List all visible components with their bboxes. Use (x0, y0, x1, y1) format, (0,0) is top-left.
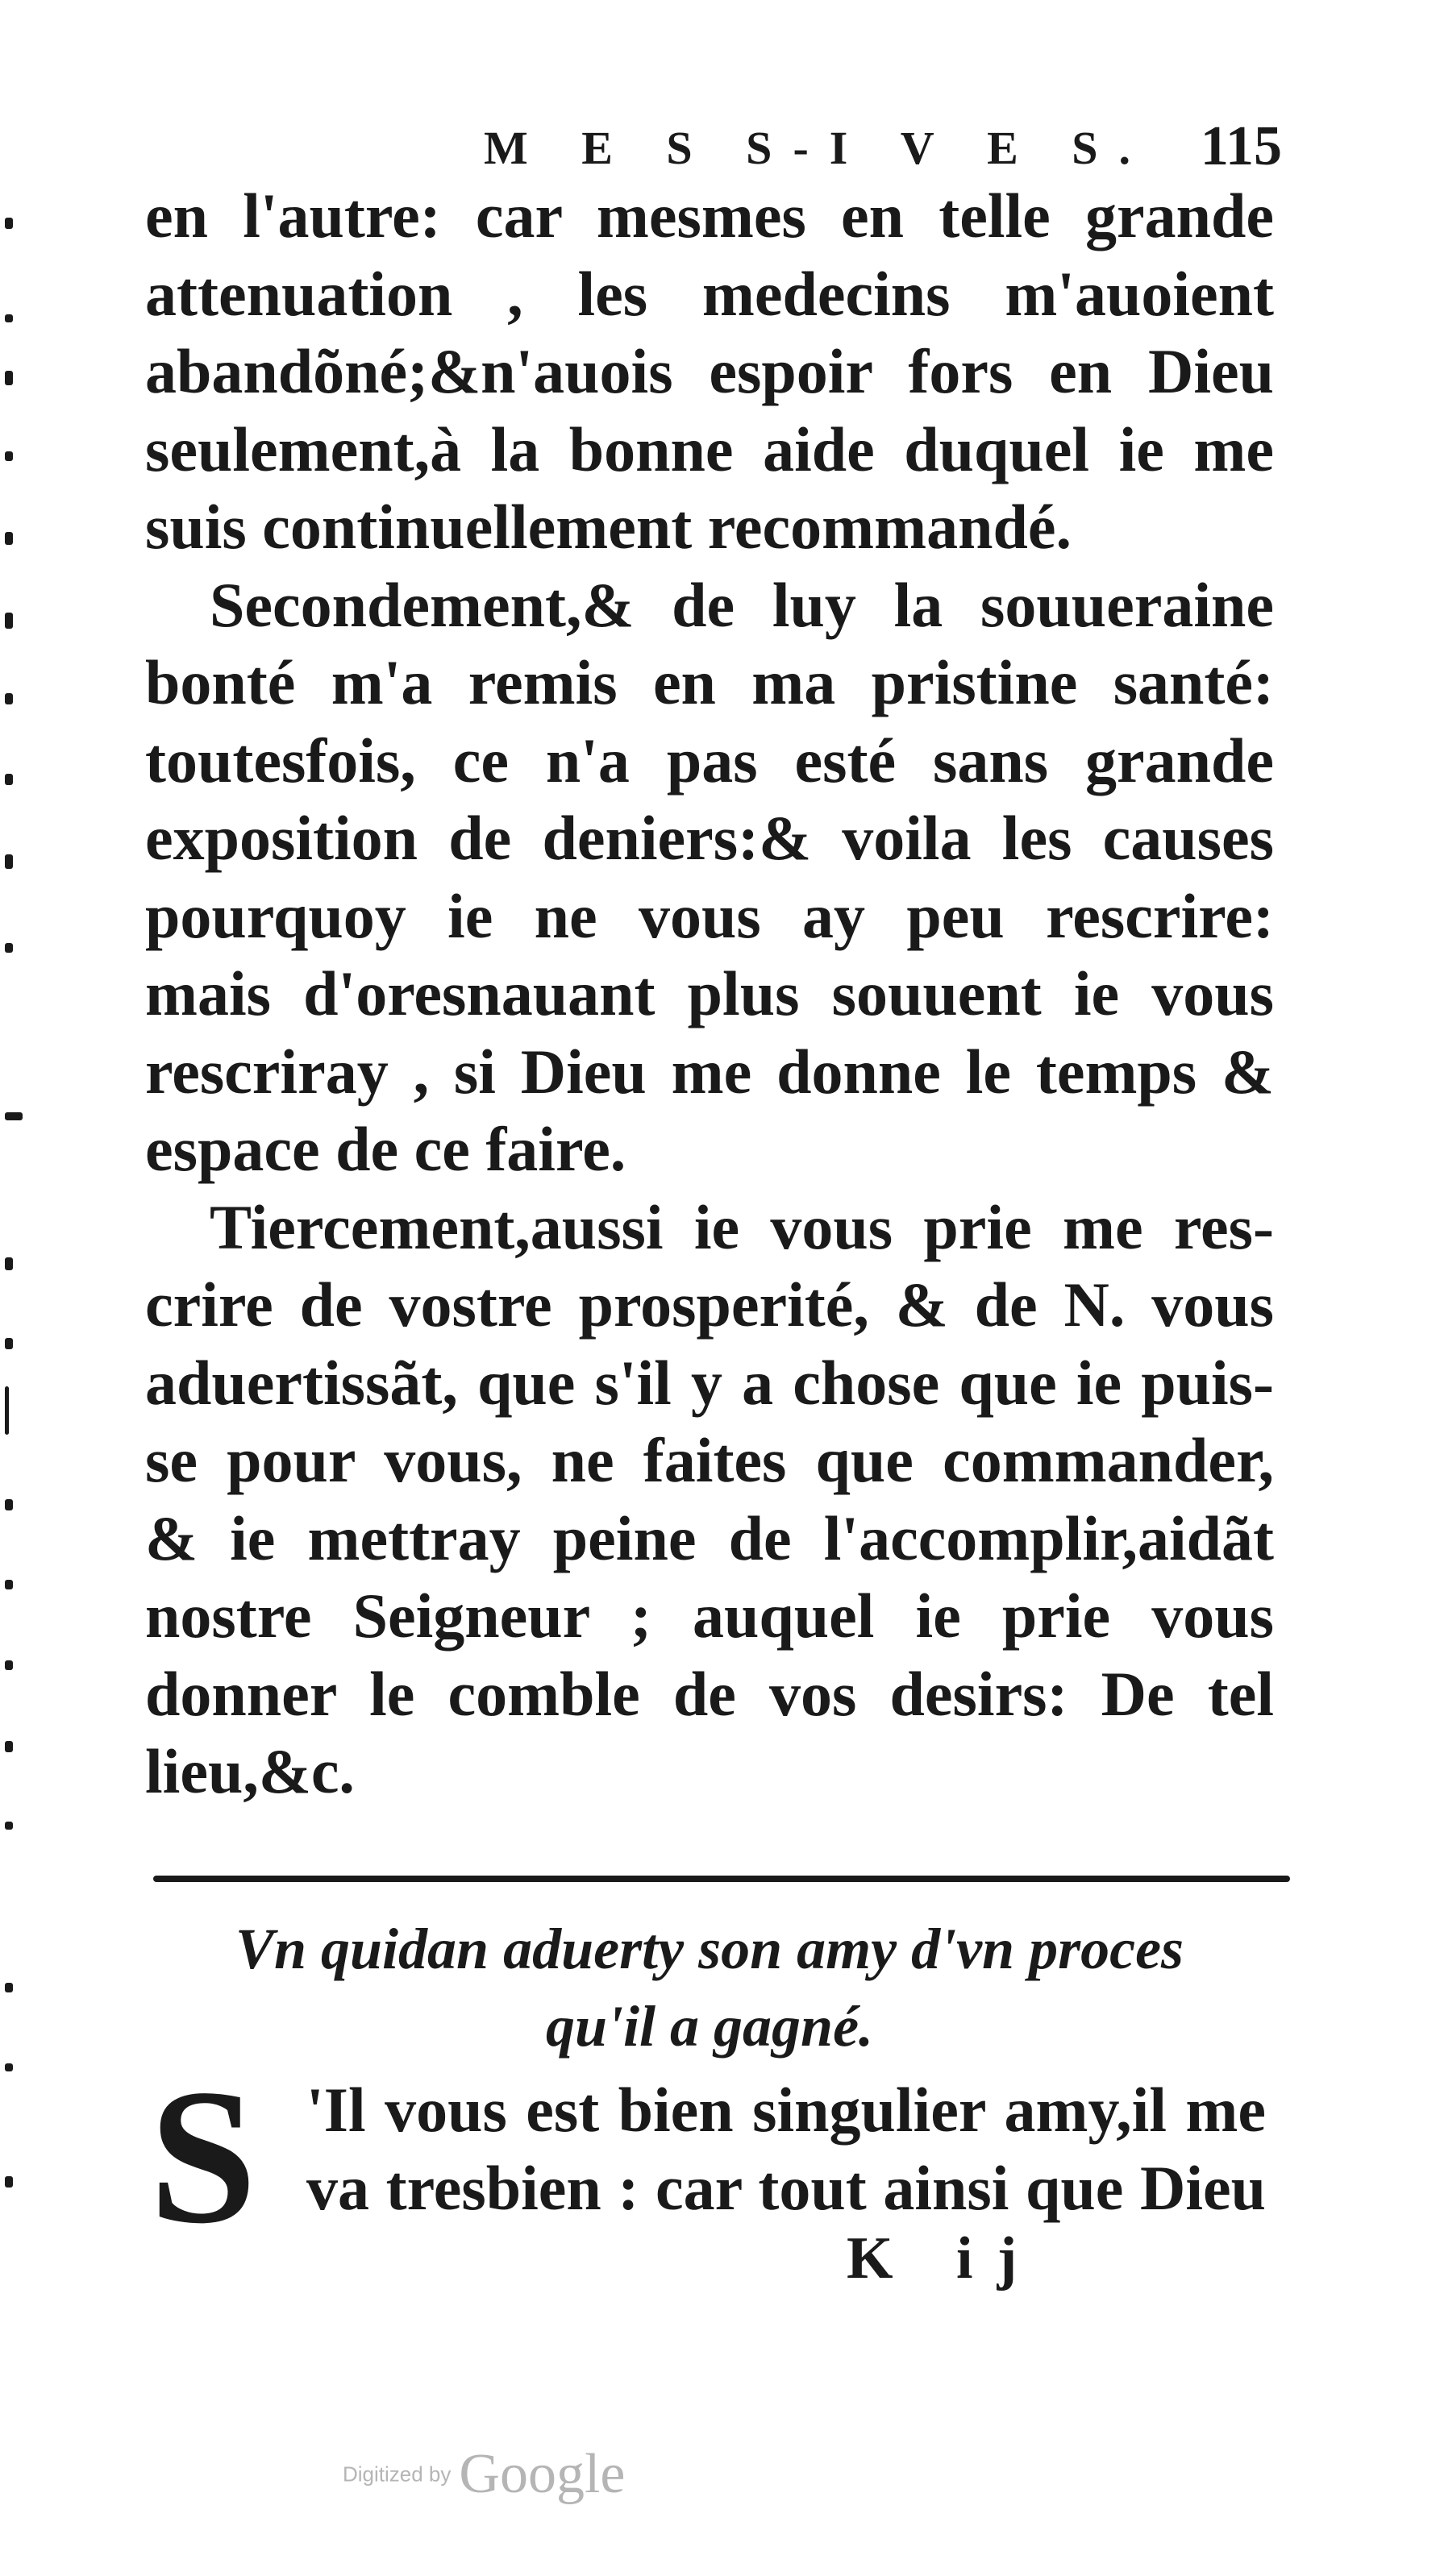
margin-speck (5, 1580, 13, 1589)
text-line: attenuation , les medecins m'auoient (145, 258, 1274, 329)
text-line: 'Il vous est bien singulier amy,il me (306, 2075, 1266, 2145)
margin-speck (5, 1983, 13, 1992)
margin-speck (5, 613, 13, 629)
margin-speck (5, 1660, 13, 1670)
text-line: exposition de deniers:& voila les causes (145, 803, 1274, 873)
margin-speck (5, 371, 13, 385)
text-line: abandõné;&n'auois espoir fors en Dieu (145, 336, 1274, 406)
margin-speck (5, 314, 13, 322)
section-heading (145, 1910, 1274, 2065)
signature-mark: K ij (847, 2225, 1042, 2291)
digitization-watermark (343, 2442, 625, 2507)
running-title: M E S S-I V E S. (484, 122, 1152, 174)
text-line: aduertissãt, que s'il y a chose que ie puis- (145, 1347, 1274, 1418)
rule-bar (153, 1876, 1290, 1882)
text-line: Secondement,& de luy la souueraine (210, 569, 1274, 640)
text-line: Tiercement,aussi ie vous prie me res- (210, 1191, 1274, 1262)
text-line: se pour vous, ne faites que commander, (145, 1425, 1274, 1495)
margin-speck (5, 2176, 13, 2188)
margin-speck (5, 1822, 13, 1830)
text-line: crire de vostre prosperité, & de N. vous (145, 1269, 1274, 1340)
text-line: espace de ce faire. (145, 1114, 626, 1184)
margin-speck (5, 1741, 13, 1752)
margin-speck (5, 774, 13, 785)
margin-speck (5, 1112, 23, 1120)
page-number: 115 (1200, 115, 1282, 177)
letter-body (145, 177, 1274, 1811)
text-line: lieu,&c. (145, 1736, 355, 1806)
next-letter-body (306, 2071, 1266, 2227)
margin-speck (5, 1338, 13, 1349)
text-line: rescriray , si Dieu me donne le temps & (145, 1036, 1274, 1107)
margin-speck (5, 532, 13, 545)
margin-speck (5, 1257, 13, 1270)
margin-speck (5, 854, 13, 869)
running-head (137, 115, 1282, 177)
margin-speck (5, 943, 13, 953)
text-line: nostre Seigneur ; auquel ie prie vous (145, 1581, 1274, 1651)
text-line: va tresbien : car tout ainsi que Dieu (306, 2152, 1266, 2223)
watermark-prefix: Digitized by (343, 2462, 452, 2487)
margin-speck (5, 1499, 13, 1510)
margin-speck (5, 218, 13, 229)
text-line: & ie mettray peine de l'accomplir,aidãt (145, 1502, 1274, 1573)
text-line: donner le comble de vos desirs: De tel (145, 1658, 1274, 1729)
margin-speck (5, 693, 13, 704)
text-line: bonté m'a remis en ma pristine santé: (145, 647, 1274, 717)
margin-speck (5, 451, 13, 461)
text-line: pourquoy ie ne vous ay peu rescrire: (145, 880, 1274, 951)
margin-speck (5, 2063, 13, 2071)
text-line: toutesfois, ce n'a pas esté sans grande (145, 725, 1274, 796)
text-line: en l'autre: car mesmes en telle grande (145, 181, 1274, 251)
left-margin-bleed (0, 0, 32, 2576)
section-rule (153, 1870, 1290, 1886)
heading-line: Vn quidan aduerty son amy d'vn proces (235, 1917, 1184, 1981)
drop-cap: S (149, 2049, 257, 2263)
text-line: mais d'oresnauant plus souuent ie vous (145, 958, 1274, 1028)
google-logo: Google (459, 2443, 626, 2505)
heading-line: qu'il a gagné. (545, 1994, 874, 2059)
text-line: seulement,à la bonne aide duquel ie me (145, 413, 1274, 484)
text-line: suis continuellement recommandé. (145, 492, 1072, 562)
margin-speck (5, 1386, 9, 1435)
